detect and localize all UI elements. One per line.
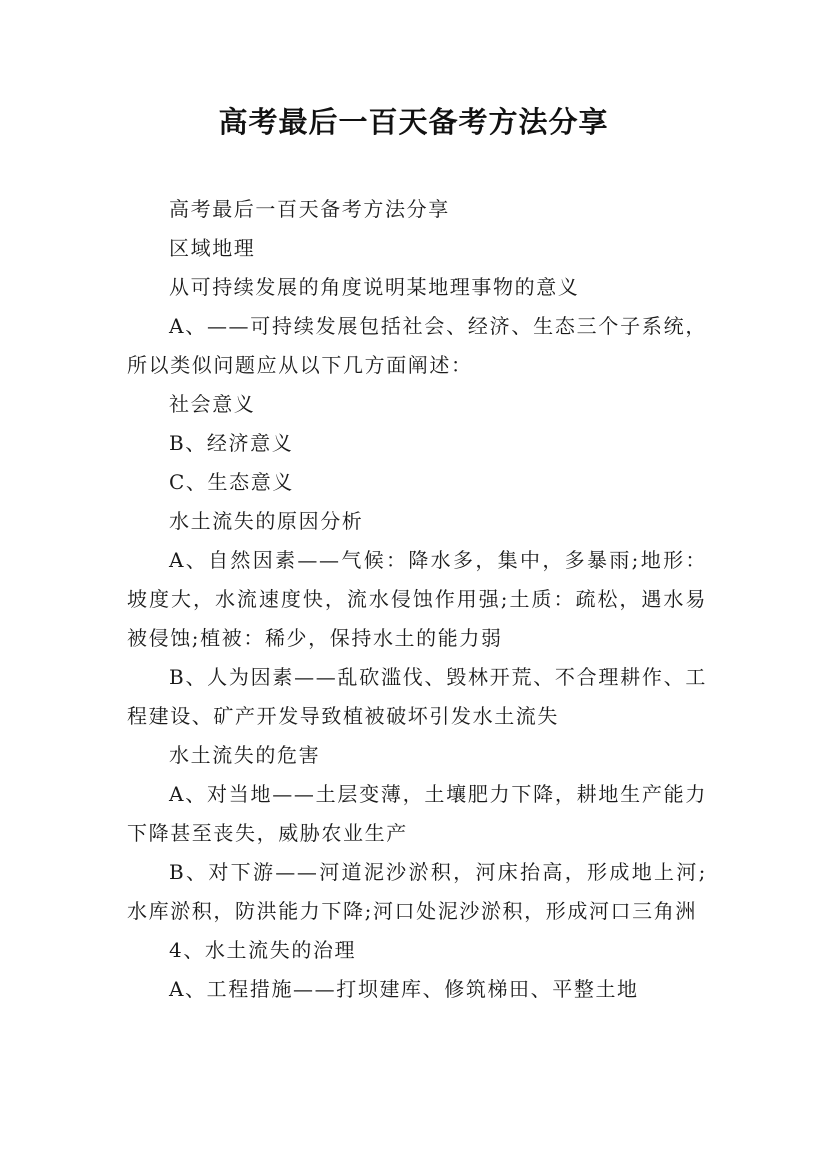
paragraph: C、生态意义 bbox=[169, 470, 294, 494]
paragraph: 区域地理 bbox=[169, 236, 256, 260]
document-body bbox=[127, 190, 707, 1009]
paragraph: 从可持续发展的角度说明某地理事物的意义 bbox=[169, 275, 580, 299]
paragraph: A、——可持续发展包括社会、经济、生态三个子系统，所以类似问题应从以下几方面阐述： bbox=[127, 314, 707, 377]
paragraph: B、对下游——河道泥沙淤积，河床抬高，形成地上河;水库淤积，防洪能力下降;河口处泥沙淤积，形成河口三角洲 bbox=[127, 860, 707, 923]
paragraph: A、对当地——土层变薄，土壤肥力下降，耕地生产能力下降甚至丧失，威胁农业生产 bbox=[127, 782, 707, 845]
paragraph: 水土流失的原因分析 bbox=[169, 509, 364, 533]
paragraph: B、经济意义 bbox=[169, 431, 294, 455]
paragraph: 高考最后一百天备考方法分享 bbox=[169, 197, 450, 221]
paragraph: A、自然因素——气候：降水多，集中，多暴雨;地形：坡度大，水流速度快，流水侵蚀作用强;土质：疏松，遇水易被侵蚀;植被：稀少，保持水土的能力弱 bbox=[127, 548, 707, 650]
paragraph: A、工程措施——打坝建库、修筑梯田、平整土地 bbox=[169, 977, 639, 1001]
paragraph: B、人为因素——乱砍滥伐、毁林开荒、不合理耕作、工程建设、矿产开发导致植被破坏引发水土流失 bbox=[127, 665, 707, 728]
paragraph: 4、水土流失的治理 bbox=[169, 938, 357, 962]
document-title: 高考最后一百天备考方法分享 bbox=[218, 105, 609, 139]
paragraph: 社会意义 bbox=[169, 392, 256, 416]
paragraph: 水土流失的危害 bbox=[169, 743, 321, 767]
